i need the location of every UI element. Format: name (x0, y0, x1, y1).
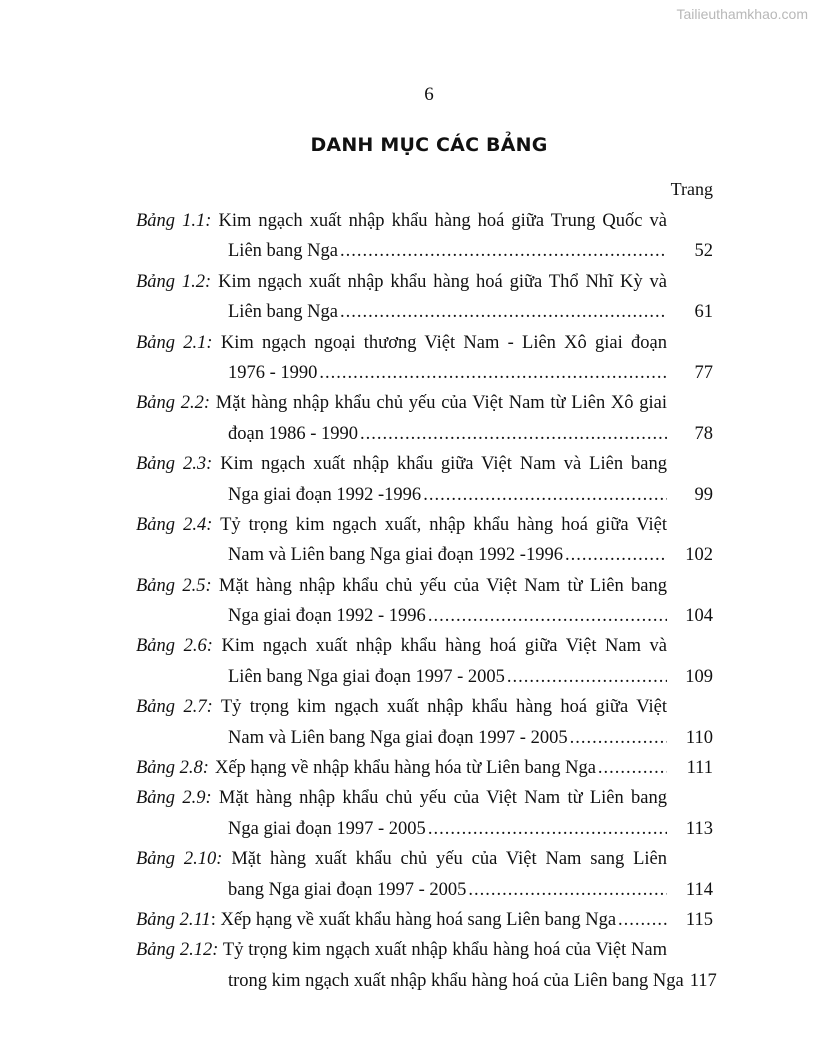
toc-entry[interactable] (136, 328, 713, 389)
entry-text: Tỷ trọng kim ngạch xuất, nhập khẩu hàng hoá giữa Việt (220, 514, 667, 535)
entry-first-line (136, 571, 667, 601)
entry-text-continued: Nam và Liên bang Nga giai đoạn 1992 -1996 (228, 545, 563, 566)
entry-first-line (136, 844, 667, 874)
entry-second-line (136, 358, 713, 388)
entry-second-line (136, 419, 713, 449)
entry-first-line (136, 692, 667, 722)
entry-label: Bảng 2.3: (136, 454, 213, 475)
entry-text: Xếp hạng về nhập khẩu hàng hóa từ Liên bang Nga (214, 758, 596, 779)
toc-entry[interactable] (136, 905, 713, 935)
entry-second-line (136, 236, 713, 266)
entry-text: Kim ngạch xuất nhập khẩu hàng hoá giữa Trung Quốc và (218, 211, 667, 231)
entry-text: Mặt hàng nhập khẩu chủ yếu của Việt Nam từ Liên Xô giai (215, 393, 667, 414)
entry-label: Bảng 2.7: (136, 697, 213, 718)
entry-page: 77 (694, 362, 713, 383)
entry-label: Bảng 2.11 (136, 909, 211, 930)
entry-text: : Xếp hạng về xuất khẩu hàng hoá sang Liên bang Nga (210, 909, 617, 930)
entry-text: Kim ngạch xuất nhập khẩu hàng hoá giữa Thổ Nhĩ Kỳ và (218, 271, 667, 292)
entry-text-continued: Nga giai đoạn 1992 -1996 (228, 484, 422, 505)
entry-label: Bảng 2.4: (136, 514, 213, 535)
entry-first-line (136, 388, 667, 418)
toc-entry[interactable] (136, 571, 713, 632)
toc-entry[interactable] (136, 449, 713, 510)
entry-second-line (136, 723, 713, 753)
entry-text: Tỷ trọng kim ngạch xuất nhập khẩu hàng hoá của Việt Nam (222, 940, 667, 961)
entry-second-line (136, 540, 713, 570)
toc-entry[interactable] (136, 206, 713, 267)
entry-page: 52 (694, 241, 713, 262)
entry-line (136, 753, 713, 783)
entry-page: 117 (689, 970, 717, 991)
entry-first-line (136, 449, 667, 479)
entry-page: 78 (694, 423, 713, 444)
entry-text-continued: bang Nga giai đoạn 1997 - 2005 (228, 879, 467, 900)
entry-label: Bảng 2.2: (136, 393, 211, 414)
entry-label: Bảng 1.1: (136, 211, 212, 231)
entry-page: 99 (694, 484, 713, 505)
entry-label: Bảng 2.8: (136, 758, 209, 779)
dot-leader (319, 358, 667, 388)
toc-entry[interactable] (136, 510, 713, 571)
entry-label: Bảng 2.1: (136, 332, 213, 353)
entry-first-line (136, 206, 667, 236)
entry-first-line (136, 631, 667, 661)
dot-leader (340, 297, 667, 327)
entry-label: Bảng 2.5: (136, 575, 212, 596)
entry-second-line (136, 966, 717, 996)
toc-entry[interactable] (136, 844, 713, 905)
entry-page: 110 (685, 727, 713, 748)
entry-text-continued: đoạn 1986 - 1990 (228, 423, 358, 444)
dot-leader (428, 814, 667, 844)
entry-label: Bảng 2.10: (136, 849, 223, 870)
entry-text-continued: Liên bang Nga (228, 302, 338, 323)
entry-first-line (136, 267, 667, 297)
dot-leader (565, 540, 667, 570)
table-of-contents (136, 206, 717, 996)
entry-label: Bảng 2.12: (136, 940, 219, 961)
entry-text: Kim ngạch xuất nhập khẩu giữa Việt Nam và Liên bang (220, 454, 667, 475)
entry-label: Bảng 1.2: (136, 271, 212, 292)
toc-entry[interactable] (136, 753, 713, 783)
page-column-header: Trang (670, 179, 713, 199)
entry-text-continued: Nga giai đoạn 1997 - 2005 (228, 818, 426, 839)
entry-page: 104 (685, 606, 713, 627)
entry-page: 102 (685, 545, 713, 566)
entry-text: Tỷ trọng kim ngạch xuất nhập khẩu hàng hoá giữa Việt (220, 697, 667, 718)
entry-label: Bảng 2.9: (136, 788, 212, 809)
entry-second-line (136, 875, 713, 905)
entry-second-line (136, 480, 713, 510)
entry-text-continued: Nga giai đoạn 1992 - 1996 (228, 606, 426, 627)
entry-label: Bảng 2.6: (136, 636, 213, 657)
entry-page: 114 (685, 879, 713, 900)
dot-leader (360, 419, 667, 449)
toc-entry[interactable] (136, 935, 717, 996)
entry-page: 111 (686, 758, 713, 779)
watermark: Tailieuthamkhao.com (676, 6, 808, 22)
toc-entry[interactable] (136, 783, 713, 844)
entry-page: 113 (685, 818, 713, 839)
entry-page: 109 (685, 666, 713, 687)
dot-leader (423, 480, 667, 510)
dot-leader (507, 662, 667, 692)
page-number: 6 (424, 84, 434, 105)
entry-second-line (136, 662, 713, 692)
entry-second-line (136, 297, 713, 327)
entry-text-continued: Liên bang Nga (228, 241, 338, 262)
entry-text-continued: 1976 - 1990 (228, 362, 318, 383)
dot-leader (598, 753, 667, 783)
entry-text: Kim ngạch ngoại thương Việt Nam - Liên Xô giai đoạn (220, 332, 667, 353)
toc-entry[interactable] (136, 692, 713, 753)
toc-entry[interactable] (136, 267, 713, 328)
entry-text-continued: Liên bang Nga giai đoạn 1997 - 2005 (228, 666, 505, 687)
entry-first-line (136, 510, 667, 540)
entry-second-line (136, 601, 713, 631)
toc-entry[interactable] (136, 388, 713, 449)
entry-text: Mặt hàng nhập khẩu chủ yếu của Việt Nam từ Liên bang (218, 788, 667, 809)
entry-first-line (136, 328, 667, 358)
entry-first-line (136, 935, 667, 965)
entry-second-line (136, 814, 713, 844)
page-title: DANH MỤC CÁC BẢNG (310, 134, 548, 156)
entry-page: 61 (694, 302, 713, 323)
dot-leader (570, 723, 667, 753)
toc-entry[interactable] (136, 631, 713, 692)
dot-leader (340, 236, 667, 266)
entry-line (136, 905, 713, 935)
dot-leader (618, 905, 667, 935)
entry-text-continued: Nam và Liên bang Nga giai đoạn 1997 - 2005 (228, 727, 568, 748)
entry-text-continued: trong kim ngạch xuất nhập khẩu hàng hoá của Liên bang Nga (228, 970, 684, 991)
entry-first-line (136, 783, 667, 813)
entry-page: 115 (685, 909, 713, 930)
entry-text: Mặt hàng xuất khẩu chủ yếu của Việt Nam sang Liên (231, 849, 667, 870)
entry-text: Mặt hàng nhập khẩu chủ yếu của Việt Nam từ Liên bang (218, 575, 667, 596)
dot-leader (468, 875, 667, 905)
dot-leader (428, 601, 667, 631)
entry-text: Kim ngạch xuất nhập khẩu hàng hoá giữa Việt Nam và (221, 636, 667, 657)
